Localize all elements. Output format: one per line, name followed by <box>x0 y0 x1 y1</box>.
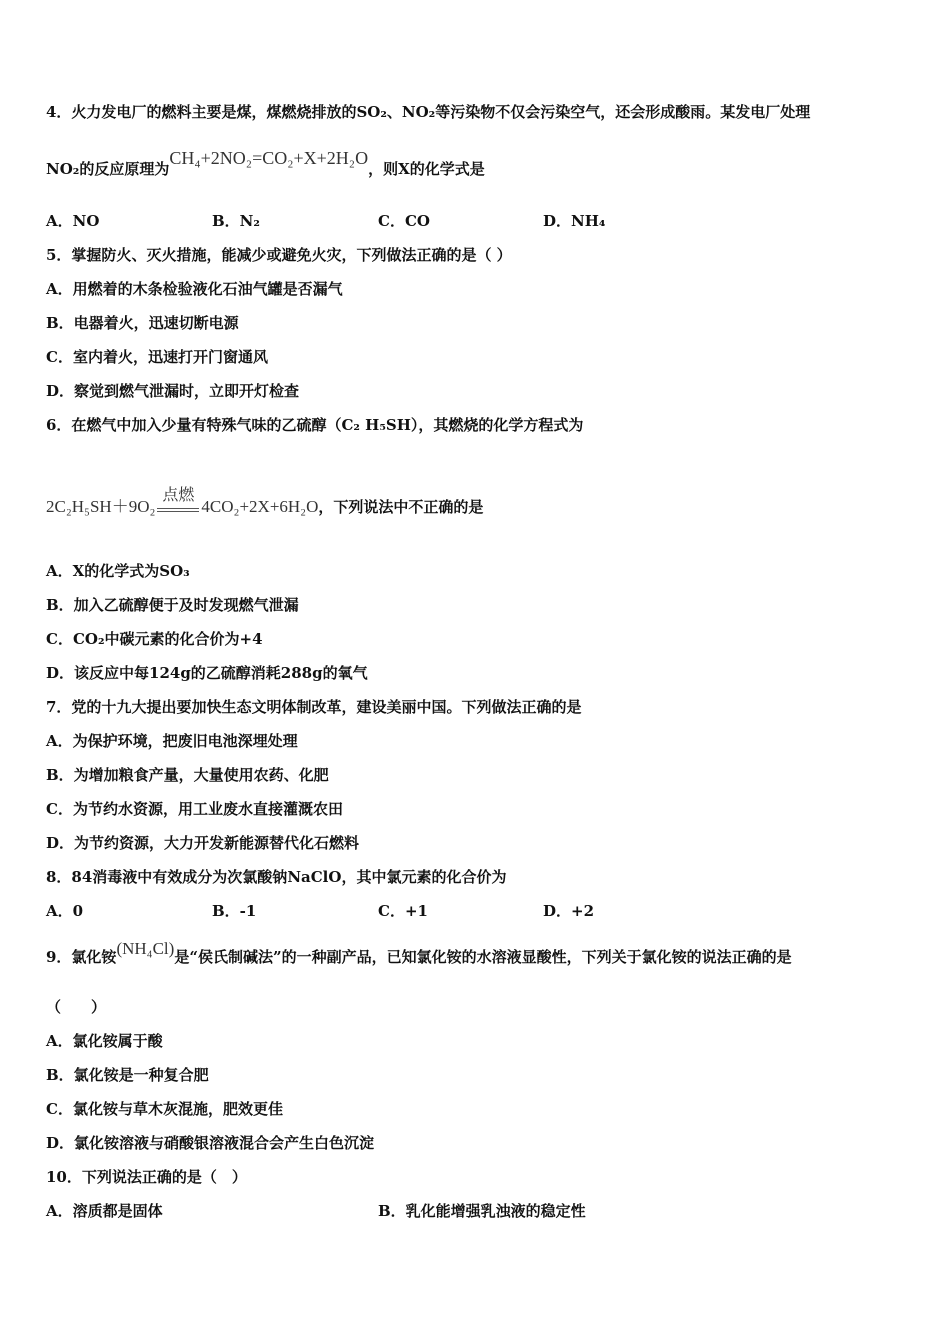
q5-option-d[interactable]: D．察觉到燃气泄漏时，立即开灯检查 <box>46 382 300 400</box>
q4-prefix: NO₂的反应原理为 <box>46 160 170 178</box>
q9-suffix: 是“侯氏制碱法”的一种副产品，已知氯化铵的水溶液显酸性，下列关于氯化铵的说法正确的是 <box>174 948 792 966</box>
q7-stem: 7．党的十九大提出要加快生态文明体制改革，建设美丽中国。下列做法正确的是 <box>46 698 582 716</box>
q8-option-d[interactable]: D．+2 <box>543 902 595 920</box>
q6-suffix: ，下列说法中不正确的是 <box>318 498 484 516</box>
q6-option-c[interactable]: C．CO₂中碳元素的化合价为+4 <box>46 630 263 648</box>
q9-option-c[interactable]: C．氯化铵与草木灰混施，肥效更佳 <box>46 1100 283 1118</box>
q9-option-d[interactable]: D．氯化铵溶液与硝酸银溶液混合会产生白色沉淀 <box>46 1134 375 1152</box>
q6-option-d[interactable]: D．该反应中每124g的乙硫醇消耗288g的氧气 <box>46 664 368 682</box>
q9-formula: (NH₄Cl) <box>116 939 175 958</box>
q7-option-a[interactable]: A．为保护环境，把废旧电池深埋处理 <box>46 732 298 750</box>
q6-equation-line <box>46 487 484 517</box>
q5-stem: 5．掌握防火、灭火措施，能减少或避免火灾，下列做法正确的是（ ） <box>46 246 512 264</box>
q7-option-d[interactable]: D．为节约资源，大力开发新能源替代化石燃料 <box>46 834 360 852</box>
q9-paren: （ ） <box>46 998 107 1016</box>
q6-eq-left: 2C₂H₅SH＋9O₂ <box>46 497 156 516</box>
q6-eq-right: 4CO₂+2X+6H₂O <box>201 497 319 516</box>
q4-option-b[interactable]: B．N₂ <box>212 212 260 230</box>
q10-stem: 10．下列说法正确的是（ ） <box>46 1168 247 1186</box>
q8-option-a[interactable]: A．0 <box>46 902 84 920</box>
q9-prefix: 9．氯化铵 <box>46 948 117 966</box>
q6-option-b[interactable]: B．加入乙硫醇便于及时发现燃气泄漏 <box>46 596 299 614</box>
q4-option-a[interactable]: A．NO <box>46 212 100 230</box>
q4-stem-line2 <box>46 148 485 179</box>
q9-option-a[interactable]: A．氯化铵属于酸 <box>46 1032 163 1050</box>
q4-option-d[interactable]: D．NH₄ <box>543 212 606 230</box>
q4-stem-line1: 4．火力发电厂的燃料主要是煤，煤燃烧排放的SO₂、NO₂等污染物不仅会污染空气，还会形成酸雨。某发电厂处理 <box>46 103 811 121</box>
q6-stem: 6．在燃气中加入少量有特殊气味的乙硫醇（C₂ H₅SH），其燃烧的化学方程式为 <box>46 416 584 434</box>
q4-option-c[interactable]: C．CO <box>378 212 430 230</box>
q5-option-b[interactable]: B．电器着火，迅速切断电源 <box>46 314 239 332</box>
q5-option-a[interactable]: A．用燃着的木条检验液化石油气罐是否漏气 <box>46 280 343 298</box>
q10-option-b[interactable]: B．乳化能增强乳浊液的稳定性 <box>378 1202 586 1220</box>
q7-option-b[interactable]: B．为增加粮食产量，大量使用农药、化肥 <box>46 766 329 784</box>
q9-stem <box>46 939 792 967</box>
q7-option-c[interactable]: C．为节约水资源，用工业废水直接灌溉农田 <box>46 800 343 818</box>
q4-equation: CH₄+2NO₂=CO₂+X+2H₂O <box>169 148 369 168</box>
q5-option-c[interactable]: C．室内着火，迅速打开门窗通风 <box>46 348 268 366</box>
q4-suffix: ，则X的化学式是 <box>368 160 485 178</box>
q6-eq-condition: 点燃 <box>162 487 195 504</box>
q6-option-a[interactable]: A．X的化学式为SO₃ <box>46 562 190 580</box>
q8-option-b[interactable]: B．-1 <box>212 902 257 920</box>
q9-option-b[interactable]: B．氯化铵是一种复合肥 <box>46 1066 209 1084</box>
q10-option-a[interactable]: A．溶质都是固体 <box>46 1202 163 1220</box>
q8-option-c[interactable]: C．+1 <box>378 902 428 920</box>
q8-stem: 8．84消毒液中有效成分为次氯酸钠NaClO，其中氯元素的化合价为 <box>46 868 507 886</box>
